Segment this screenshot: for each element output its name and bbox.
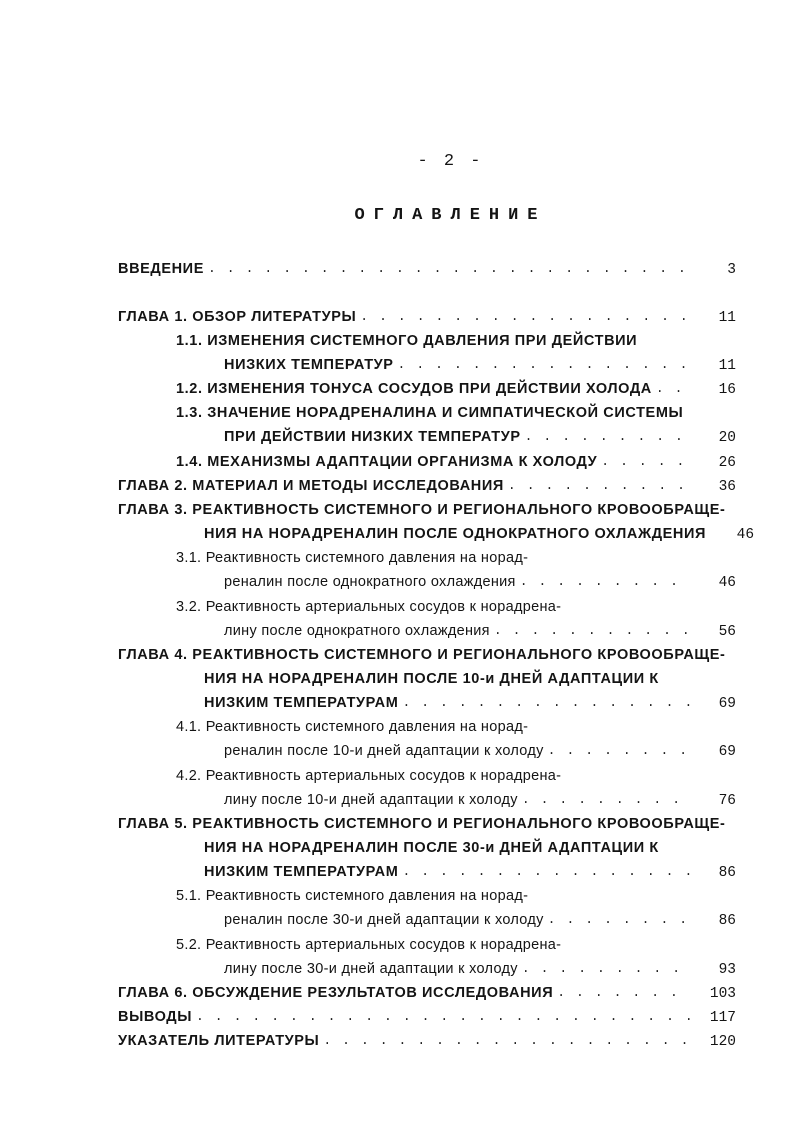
toc-entry-page: 16	[718, 382, 736, 398]
toc-entry-page: 20	[718, 430, 736, 446]
toc-entry	[118, 500, 736, 520]
leader-dots	[522, 959, 692, 979]
toc-entry-page: 103	[709, 986, 736, 1002]
toc-entry	[224, 355, 736, 375]
toc-entry-text: ГЛАВА 1. ОБЗОР ЛИТЕРАТУРЫ	[118, 309, 357, 325]
toc-entry-page: 46	[718, 575, 736, 591]
toc-entry-text: ГЛАВА 4. РЕАКТИВНОСТЬ СИСТЕМНОГО И РЕГИОНАЛЬНОГО КРОВООБРАЩЕ-	[118, 647, 726, 663]
toc-entry-text: реналин после однократного охлаждения	[224, 574, 516, 590]
toc-entry	[176, 548, 736, 568]
toc-entry-text: ГЛАВА 3. РЕАКТИВНОСТЬ СИСТЕМНОГО И РЕГИОНАЛЬНОГО КРОВООБРАЩЕ-	[118, 502, 726, 518]
leader-dots	[508, 476, 692, 496]
toc-entry	[176, 379, 736, 399]
toc-entry	[118, 983, 736, 1003]
toc-entry-text: 5.2. Реактивность артериальных сосудов к норадрена-	[176, 937, 562, 953]
toc-entry	[118, 1007, 736, 1027]
toc-entry-page: 69	[718, 744, 736, 760]
toc-entry-text: ГЛАВА 6. ОБСУЖДЕНИЕ РЕЗУЛЬТАТОВ ИССЛЕДОВАНИЯ	[118, 985, 554, 1001]
toc-entry-text: 4.2. Реактивность артериальных сосудов к норадрена-	[176, 768, 562, 784]
toc-entry	[176, 935, 736, 955]
toc-entry-text: лину после 30-и дней адаптации к холоду	[224, 961, 518, 977]
toc-title: ОГЛАВЛЕНИЕ	[354, 206, 547, 225]
toc-entry	[118, 259, 736, 279]
toc-entry-text: 5.1. Реактивность системного давления на норад-	[176, 888, 529, 904]
toc-entry	[118, 814, 736, 834]
toc-entry-text: лину после 10-и дней адаптации к холоду	[224, 792, 518, 808]
toc-entry	[224, 427, 736, 447]
toc-entry-text: реналин после 10-и дней адаптации к холоду	[224, 743, 544, 759]
toc-entry	[224, 621, 736, 641]
toc-entry	[118, 1031, 736, 1051]
toc-entry-text: УКАЗАТЕЛЬ ЛИТЕРАТУРЫ	[118, 1033, 320, 1049]
toc-entry-text: лину после однократного охлаждения	[224, 623, 490, 639]
toc-entry-text: ПРИ ДЕЙСТВИИ НИЗКИХ ТЕМПЕРАТУР	[224, 429, 521, 445]
leader-dots	[398, 355, 692, 375]
toc-entry-text: 4.1. Реактивность системного давления на норад-	[176, 719, 529, 735]
toc-entry-page: 3	[727, 262, 736, 278]
toc-entry	[176, 597, 736, 617]
toc-entry-text: 1.1. ИЗМЕНЕНИЯ СИСТЕМНОГО ДАВЛЕНИЯ ПРИ ДЕЙСТВИИ	[176, 333, 638, 349]
toc-entry	[224, 741, 736, 761]
leader-dots	[522, 790, 692, 810]
leader-dots	[360, 307, 692, 327]
toc-entry	[176, 452, 736, 472]
leader-dots	[520, 572, 692, 592]
toc-entry	[176, 717, 736, 737]
toc-entry-text: ВВЕДЕНИЕ	[118, 261, 204, 277]
toc-entry	[176, 886, 736, 906]
toc-entry-page: 86	[718, 865, 736, 881]
toc-entry	[118, 307, 736, 327]
leader-dots	[548, 910, 692, 930]
toc-entry	[224, 572, 736, 592]
toc-entry-page: 120	[709, 1034, 736, 1050]
toc-entry-text: ВЫВОДЫ	[118, 1009, 192, 1025]
toc-entry	[204, 693, 736, 713]
toc-entry-text: НИЗКИХ ТЕМПЕРАТУР	[224, 357, 394, 373]
toc-entry	[204, 524, 755, 544]
leader-dots	[196, 1007, 692, 1027]
toc-entry-page: 26	[718, 455, 736, 471]
toc-entry-page: 93	[718, 962, 736, 978]
toc-entry	[176, 331, 736, 351]
leader-dots	[494, 621, 692, 641]
toc-entry	[118, 645, 736, 665]
toc-entry-text: 1.2. ИЗМЕНЕНИЯ ТОНУСА СОСУДОВ ПРИ ДЕЙСТВИИ ХОЛОДА	[176, 381, 652, 397]
toc-entry	[224, 959, 736, 979]
page-number: - 2 -	[417, 152, 484, 171]
leader-dots	[402, 693, 692, 713]
toc-entry-page: 11	[718, 310, 736, 326]
toc-entry-text: НИЗКИМ ТЕМПЕРАТУРАМ	[204, 864, 399, 880]
leader-dots	[601, 452, 692, 472]
leader-dots	[557, 983, 692, 1003]
toc-entry-page: 86	[718, 913, 736, 929]
toc-entry-text: 1.3. ЗНАЧЕНИЕ НОРАДРЕНАЛИНА И СИМПАТИЧЕСКОЙ СИСТЕМЫ	[176, 405, 684, 421]
leader-dots	[656, 379, 692, 399]
toc-entry	[204, 862, 736, 882]
toc-entry-text: НИЗКИМ ТЕМПЕРАТУРАМ	[204, 695, 399, 711]
toc-entry	[204, 669, 736, 689]
toc-entry-text: НИЯ НА НОРАДРЕНАЛИН ПОСЛЕ 30-и ДНЕЙ АДАПТАЦИИ К	[204, 840, 659, 856]
toc-entry	[204, 838, 736, 858]
leader-dots	[525, 427, 692, 447]
leader-dots	[548, 741, 692, 761]
leader-dots	[323, 1031, 692, 1051]
toc-entry-page: 117	[709, 1010, 736, 1026]
toc-entry	[224, 790, 736, 810]
toc-entry-text: 1.4. МЕХАНИЗМЫ АДАПТАЦИИ ОРГАНИЗМА К ХОЛОДУ	[176, 454, 598, 470]
toc-entry	[118, 476, 736, 496]
toc-entry	[176, 766, 736, 786]
toc-entry-text: 3.2. Реактивность артериальных сосудов к норадрена-	[176, 599, 562, 615]
toc-entry-text: НИЯ НА НОРАДРЕНАЛИН ПОСЛЕ 10-и ДНЕЙ АДАПТАЦИИ К	[204, 671, 659, 687]
toc-entry-page: 11	[718, 358, 736, 374]
toc-entry	[176, 403, 736, 423]
toc-entry-page: 69	[718, 696, 736, 712]
toc-entry-text: ГЛАВА 2. МАТЕРИАЛ И МЕТОДЫ ИССЛЕДОВАНИЯ	[118, 478, 504, 494]
toc-entry	[224, 910, 736, 930]
toc-entry-text: ГЛАВА 5. РЕАКТИВНОСТЬ СИСТЕМНОГО И РЕГИОНАЛЬНОГО КРОВООБРАЩЕ-	[118, 816, 726, 832]
toc-entry-page: 46	[736, 527, 755, 543]
toc-entry-page: 36	[718, 479, 736, 495]
toc-entry-page: 76	[718, 793, 736, 809]
leader-dots	[402, 862, 692, 882]
toc-entry-text: реналин после 30-и дней адаптации к холоду	[224, 912, 544, 928]
toc-entry-text: 3.1. Реактивность системного давления на норад-	[176, 550, 529, 566]
toc-entry-text: НИЯ НА НОРАДРЕНАЛИН ПОСЛЕ ОДНОКРАТНОГО ОХЛАЖДЕНИЯ	[204, 526, 707, 542]
leader-dots	[208, 259, 692, 279]
toc-entry-page: 56	[718, 624, 736, 640]
